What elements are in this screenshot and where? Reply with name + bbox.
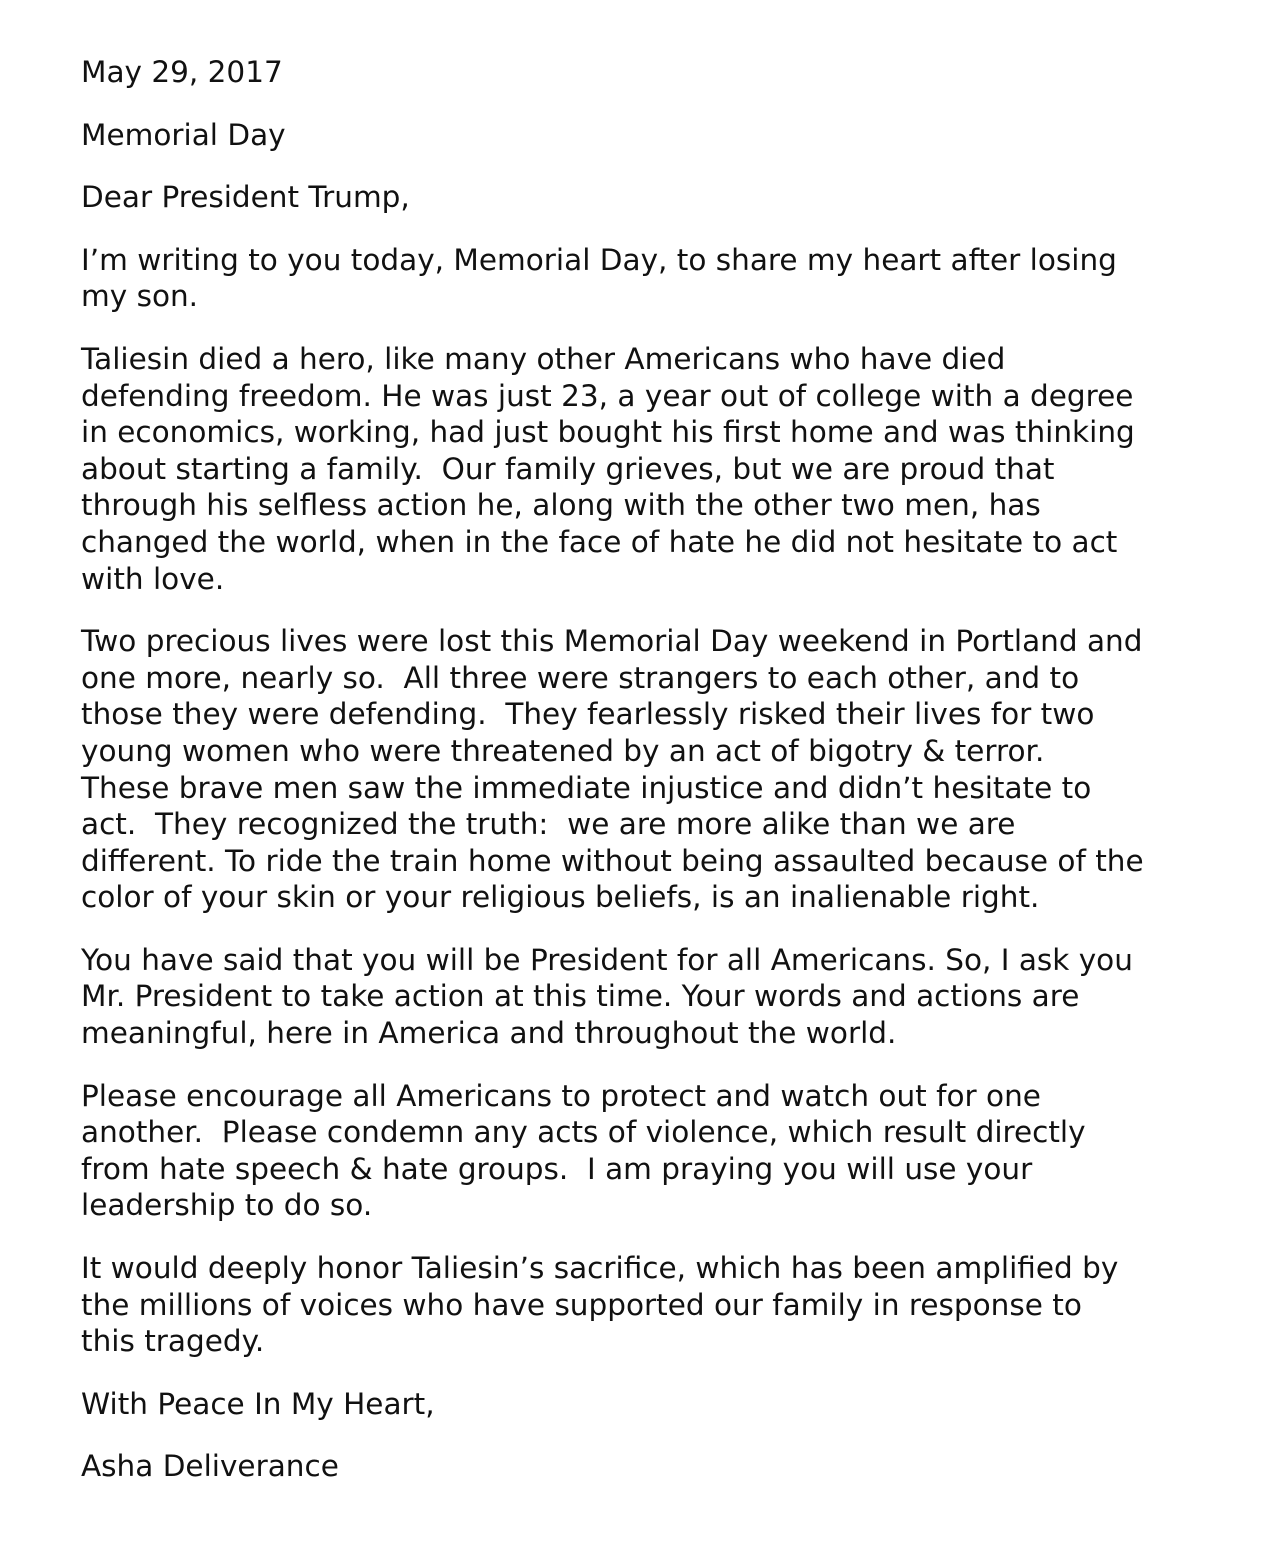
letter-date: May 29, 2017 <box>81 55 283 89</box>
letter-paragraph: You have said that you will be President for all Americans. So, I ask you Mr. President to take action at this time. Your words and actions are meaningful, here in America and throughout the world. <box>81 942 1133 1051</box>
letter-salutation: Dear President Trump, <box>81 180 410 215</box>
letter-paragraph: It would deeply honor Taliesin’s sacrifice, which has been amplified by the millions of voices who have supported our family in response to this tragedy. <box>81 1251 1119 1359</box>
letter-paragraph: Taliesin died a hero, like many other Americans who have died defending freedom. He was just 23, a year out of college with a degree in economics, working, had just bought his first home and was thinking about starting a family. Our family grieves, but we are proud that through his selfless action he, along with the other two men, has changed the world, when in the face of hate he did not hesitate to act with love. <box>81 341 1135 596</box>
letter-closing: With Peace In My Heart, <box>81 1386 435 1421</box>
letter <box>81 54 1221 1511</box>
letter-paragraph: Please encourage all Americans to protect and watch out for one another. Please condemn any acts of violence, which result directly from hate speech & hate groups. I am praying you will use your leadership to do so. <box>81 1078 1086 1223</box>
letter-occasion: Memorial Day <box>81 117 286 152</box>
letter-signature: Asha Deliverance <box>81 1449 339 1484</box>
letter-paragraph: I’m writing to you today, Memorial Day, to share my heart after losing my son. <box>81 242 1117 314</box>
letter-paragraph: Two precious lives were lost this Memorial Day weekend in Portland and one more, nearly so. All three were strangers to each other, and to those they were defending. They fearlessly risked their lives for two young women who were threatened by an act of bigotry & terror. These brave men saw the immediate injustice and didn’t hesitate to act. They recognized the truth: we are more alike than we are different. To ride the train home without being assaulted because of the color of your skin or your religious beliefs, is an inalienable right. <box>81 624 1144 915</box>
